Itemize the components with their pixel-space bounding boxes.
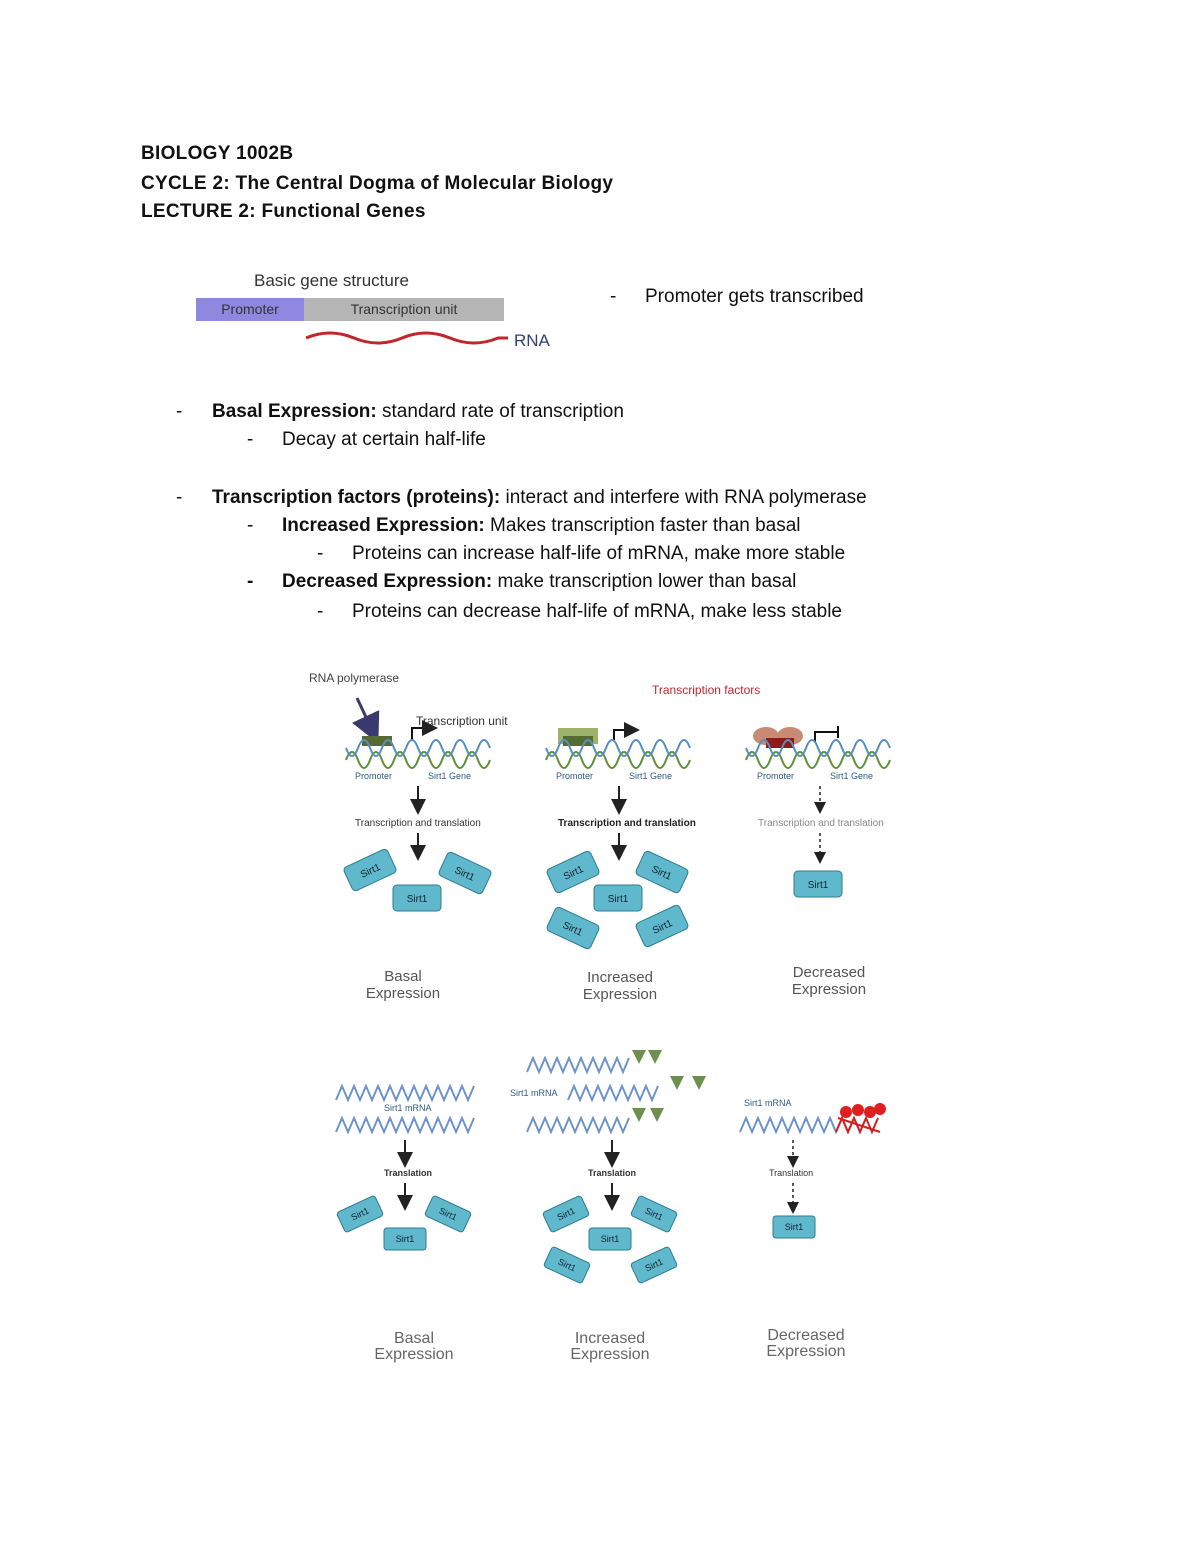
- svg-text:Sirt1: Sirt1: [561, 864, 586, 883]
- cycle-title: CYCLE 2: The Central Dogma of Molecular Biology: [141, 173, 614, 194]
- transcription-unit-label: Transcription unit: [350, 301, 458, 317]
- destabilizing-protein-icon: [852, 1104, 864, 1116]
- svg-text:Sirt1: Sirt1: [555, 1205, 577, 1223]
- course-title: BIOLOGY 1002B: [141, 143, 294, 164]
- basal-translation-panel: [336, 1086, 474, 1250]
- sirt1-protein-icon: [542, 1195, 589, 1233]
- bullet-dash: -: [317, 601, 324, 622]
- increased-expression-note: [282, 515, 801, 537]
- transcription-unit-box: [304, 298, 504, 321]
- svg-text:Sirt1: Sirt1: [406, 894, 428, 905]
- polymerase-arrow-icon: [357, 698, 372, 730]
- mrna-icon: [527, 1058, 629, 1072]
- svg-text:Sirt1: Sirt1: [556, 1256, 578, 1274]
- definition: Makes transcription faster than basal: [484, 515, 801, 536]
- basal-expression-caption: Basal Expression: [365, 968, 441, 1002]
- sirt1-protein-icon: [794, 871, 842, 897]
- gene-label: Sirt1 Gene: [629, 771, 673, 781]
- mrna-icon: [527, 1118, 629, 1132]
- transcription-unit-label: Transcription unit: [416, 714, 508, 728]
- mrna-label: Sirt1 mRNA: [510, 1088, 558, 1098]
- svg-text:Sirt1: Sirt1: [358, 862, 383, 881]
- rna-polymerase-label: RNA polymerase: [309, 671, 400, 685]
- decreased-sub-note: Proteins can decrease half-life of mRNA, make less stable: [352, 601, 842, 622]
- transcription-factors-note: [212, 487, 867, 509]
- lecture-title: LECTURE 2: Functional Genes: [141, 201, 426, 222]
- destabilizing-protein-icon: [840, 1106, 852, 1118]
- decreased-translation-panel: [740, 1098, 886, 1238]
- term: Increased Expression:: [282, 515, 485, 536]
- sirt1-protein-icon: [630, 1195, 677, 1233]
- process-label: Translation: [588, 1168, 637, 1178]
- transcription-figure: [0, 660, 1200, 1020]
- mrna-label: Sirt1 mRNA: [384, 1103, 432, 1113]
- svg-text:Sirt1: Sirt1: [649, 864, 674, 883]
- definition: standard rate of transcription: [376, 401, 624, 422]
- decreased-expression-note: [282, 571, 796, 593]
- sirt1-protein-icon: [630, 1246, 677, 1284]
- sirt1-protein-icon: [336, 1195, 383, 1233]
- mrna-icon: [336, 1118, 474, 1132]
- bullet-dash: -: [317, 543, 324, 564]
- increased-transcription-panel: [546, 683, 761, 950]
- gene-structure-diagram: [190, 266, 570, 356]
- destabilizing-protein-icon: [874, 1103, 886, 1115]
- bullet-dash: -: [247, 571, 254, 592]
- rna-label: RNA: [514, 331, 550, 350]
- term: Transcription factors (proteins):: [212, 487, 501, 508]
- basal-transcription-panel: [309, 671, 508, 911]
- increased-expression-caption: Increased Expression: [582, 969, 658, 1003]
- increased-sub-note: Proteins can increase half-life of mRNA, make more stable: [352, 543, 846, 564]
- dna-icon: [546, 740, 690, 756]
- gene-structure-title: Basic gene structure: [254, 271, 409, 290]
- sirt1-protein-icon: [343, 848, 397, 892]
- sirt1-protein-icon: [393, 885, 441, 911]
- bullet-dash: -: [176, 401, 183, 422]
- decreased-expression-caption: Decreased Expression: [791, 964, 867, 998]
- term: Basal Expression:: [212, 401, 377, 422]
- sirt1-protein-icon: [635, 904, 689, 948]
- definition: make transcription lower than basal: [492, 571, 797, 592]
- basal-expression-caption: Basal Expression: [374, 1330, 454, 1363]
- gene-label: Sirt1 Gene: [830, 771, 874, 781]
- sirt1-protein-icon: [384, 1228, 426, 1250]
- svg-text:Sirt1: Sirt1: [643, 1256, 665, 1274]
- dna-icon: [346, 740, 490, 756]
- definition: interact and interfere with RNA polymerase: [500, 487, 867, 508]
- promoter-box: [196, 298, 304, 321]
- transcription-factors-label: Transcription factors: [652, 683, 761, 697]
- bullet-dash: -: [610, 286, 617, 307]
- sirt1-protein-icon: [635, 850, 689, 894]
- translation-figure: [0, 1040, 1200, 1300]
- basal-sub-note: Decay at certain half-life: [282, 429, 486, 450]
- process-label: Translation: [384, 1168, 433, 1178]
- mrna-icon: [568, 1086, 658, 1100]
- rna-wave-icon: [304, 328, 514, 348]
- promoter-label: Promoter: [556, 771, 594, 781]
- svg-text:Sirt1: Sirt1: [349, 1205, 371, 1223]
- promoter-label: Promoter: [355, 771, 393, 781]
- basal-expression-note: [212, 401, 624, 423]
- degraded-mrna-icon: [836, 1118, 880, 1132]
- svg-text:Sirt1: Sirt1: [643, 1205, 665, 1223]
- stabilizing-protein-icon: [632, 1050, 662, 1064]
- promoter-label: Promoter: [221, 301, 279, 317]
- stabilizing-protein-icon: [670, 1076, 706, 1090]
- process-label: Transcription and translation: [758, 818, 884, 829]
- sirt1-protein-icon: [546, 850, 600, 894]
- sirt1-protein-icon: [773, 1216, 815, 1238]
- sirt1-protein-icon: [589, 1228, 631, 1250]
- promoter-note: Promoter gets transcribed: [645, 286, 864, 307]
- sirt1-protein-icon: [424, 1195, 471, 1233]
- svg-text:Sirt1: Sirt1: [452, 865, 477, 884]
- bullet-dash: -: [247, 515, 254, 536]
- sirt1-protein-icon: [546, 906, 600, 950]
- svg-text:Sirt1: Sirt1: [784, 1222, 804, 1232]
- decreased-transcription-panel: [746, 726, 890, 897]
- svg-text:Sirt1: Sirt1: [600, 1234, 620, 1244]
- start-arrow-icon: [412, 728, 430, 740]
- svg-text:Sirt1: Sirt1: [807, 880, 829, 891]
- increased-translation-panel: [510, 1050, 706, 1284]
- decreased-expression-caption: Decreased Expression: [766, 1327, 846, 1360]
- sirt1-protein-icon: [594, 885, 642, 911]
- mrna-icon: [336, 1086, 474, 1100]
- bullet-dash: -: [176, 487, 183, 508]
- stabilizing-protein-icon: [632, 1108, 664, 1122]
- start-arrow-icon: [614, 730, 632, 740]
- svg-text:Sirt1: Sirt1: [560, 920, 585, 939]
- sirt1-protein-icon: [438, 851, 492, 895]
- gene-label: Sirt1 Gene: [428, 771, 472, 781]
- svg-text:Sirt1: Sirt1: [395, 1234, 415, 1244]
- process-label: Translation: [769, 1168, 814, 1178]
- term: Decreased Expression:: [282, 571, 493, 592]
- process-label: Transcription and translation: [558, 818, 696, 829]
- mrna-label: Sirt1 mRNA: [744, 1098, 792, 1108]
- svg-text:Sirt1: Sirt1: [650, 918, 675, 937]
- svg-text:Sirt1: Sirt1: [607, 894, 629, 905]
- promoter-label: Promoter: [757, 771, 795, 781]
- process-label: Transcription and translation: [355, 818, 481, 829]
- sirt1-protein-icon: [543, 1246, 590, 1284]
- svg-text:Sirt1: Sirt1: [437, 1205, 459, 1223]
- bullet-dash: -: [247, 429, 254, 450]
- increased-expression-caption: Increased Expression: [570, 1330, 650, 1363]
